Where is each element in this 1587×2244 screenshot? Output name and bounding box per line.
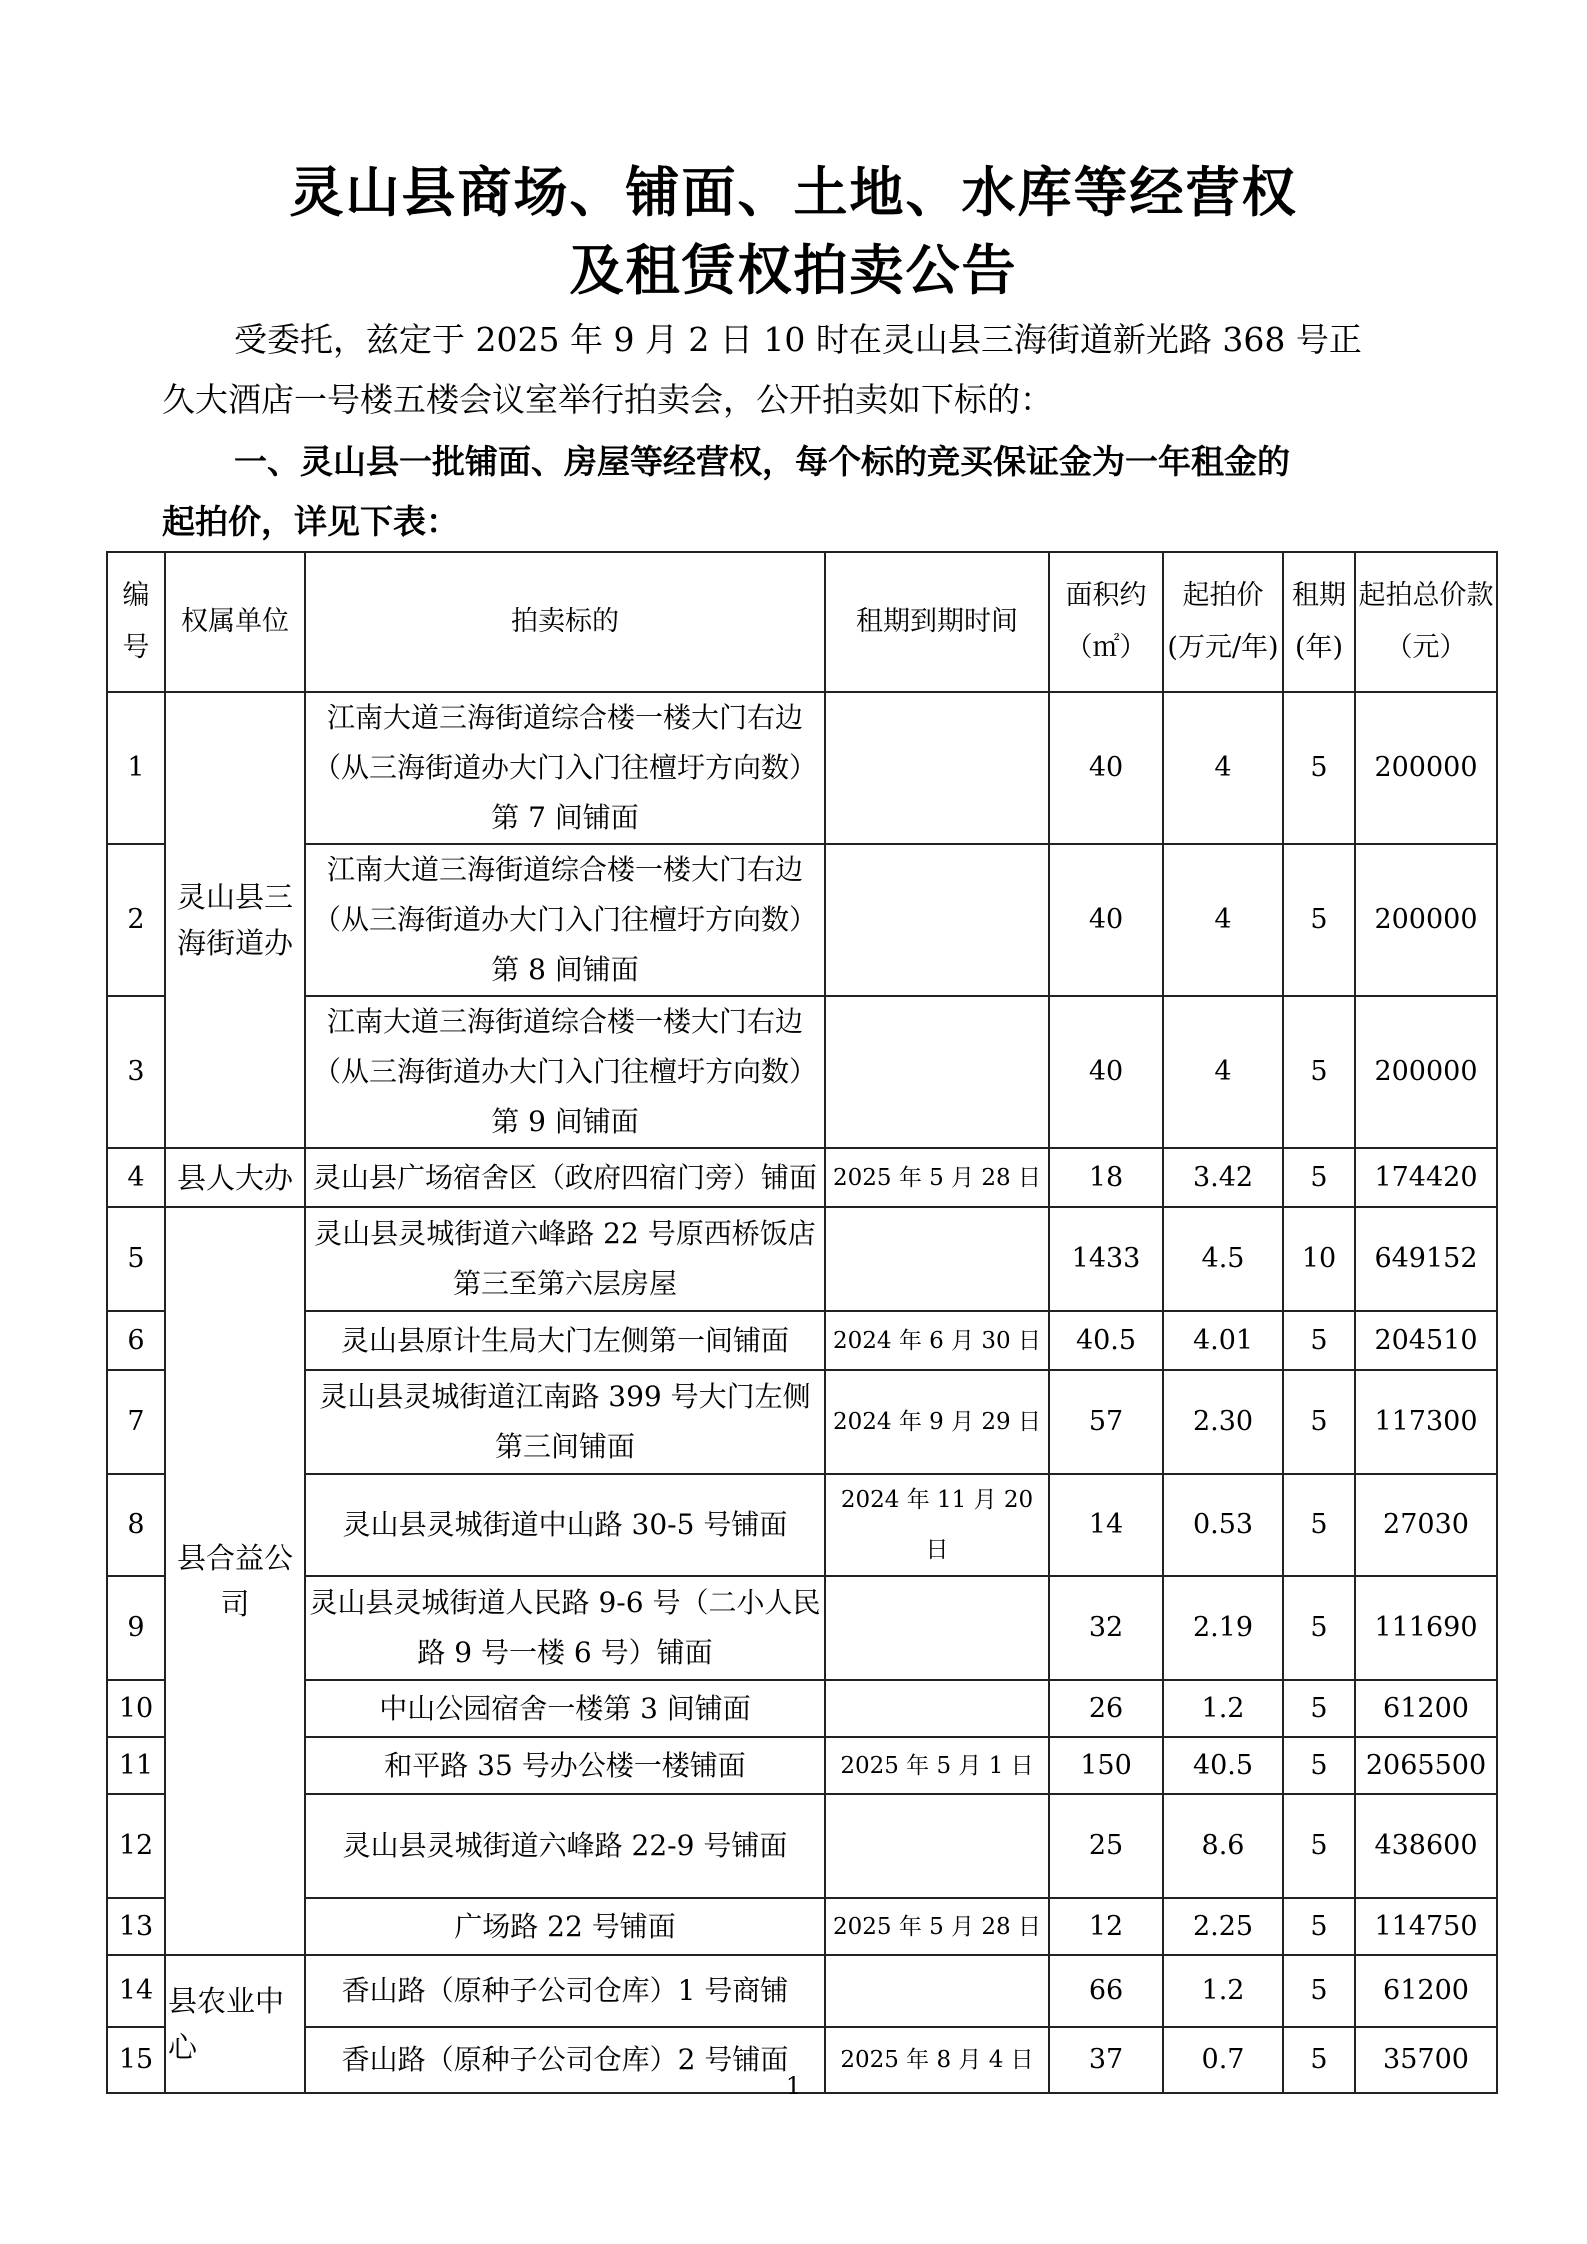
row-expiry: [825, 1794, 1049, 1898]
row-area: 40: [1049, 996, 1163, 1148]
row-index: 8: [107, 1474, 165, 1576]
row-index: 14: [107, 1955, 165, 2027]
table-row: [107, 1474, 1497, 1576]
row-index: 6: [107, 1311, 165, 1370]
row-index: 13: [107, 1898, 165, 1955]
table-row: [107, 1680, 1497, 1737]
row-price: 4: [1163, 692, 1283, 844]
row-price: 4.01: [1163, 1311, 1283, 1370]
row-expiry: [825, 692, 1049, 844]
row-expiry: 2025 年 5 月 28 日: [825, 1898, 1049, 1955]
row-subject: 灵山县灵城街道中山路 30-5 号铺面: [305, 1474, 825, 1576]
row-term: 5: [1283, 692, 1355, 844]
row-subject: 灵山县灵城街道六峰路 22 号原西桥饭店第三至第六层房屋: [305, 1207, 825, 1311]
row-term: 5: [1283, 1898, 1355, 1955]
row-area: 57: [1049, 1370, 1163, 1474]
header-subject: 拍卖标的: [305, 552, 825, 692]
row-total: 27030: [1355, 1474, 1497, 1576]
table-row: [107, 1576, 1497, 1680]
row-subject: 灵山县原计生局大门左侧第一间铺面: [305, 1311, 825, 1370]
row-price: 0.53: [1163, 1474, 1283, 1576]
row-term: 5: [1283, 1311, 1355, 1370]
header-expiry: 租期到期时间: [825, 552, 1049, 692]
row-term: 5: [1283, 1955, 1355, 2027]
section1-line2: 起拍价，详见下表：: [162, 502, 459, 541]
row-total: 200000: [1355, 996, 1497, 1148]
row-expiry: 2025 年 5 月 1 日: [825, 1737, 1049, 1794]
owner-cell: 灵山县三海街道办: [165, 692, 305, 1148]
row-term: 5: [1283, 1474, 1355, 1576]
row-total: 111690: [1355, 1576, 1497, 1680]
row-subject: 和平路 35 号办公楼一楼铺面: [305, 1737, 825, 1794]
row-term: 5: [1283, 1576, 1355, 1680]
row-total: 2065500: [1355, 1737, 1497, 1794]
row-term: 5: [1283, 996, 1355, 1148]
row-total: 200000: [1355, 844, 1497, 996]
row-subject: 灵山县灵城街道人民路 9-6 号（二小人民路 9 号一楼 6 号）铺面: [305, 1576, 825, 1680]
row-term: 5: [1283, 1148, 1355, 1207]
row-price: 4: [1163, 996, 1283, 1148]
row-index: 2: [107, 844, 165, 996]
owner-cell: 县人大办: [165, 1148, 305, 1207]
row-total: 200000: [1355, 692, 1497, 844]
row-total: 117300: [1355, 1370, 1497, 1474]
section1-heading: [162, 432, 1462, 552]
table-row: [107, 1148, 1497, 1207]
row-subject: 江南大道三海街道综合楼一楼大门右边（从三海街道办大门入门往檀圩方向数）第 9 间铺面: [305, 996, 825, 1148]
row-price: 4: [1163, 844, 1283, 996]
row-price: 8.6: [1163, 1794, 1283, 1898]
row-term: 5: [1283, 1370, 1355, 1474]
row-index: 9: [107, 1576, 165, 1680]
row-area: 12: [1049, 1898, 1163, 1955]
row-area: 32: [1049, 1576, 1163, 1680]
table-row: [107, 1898, 1497, 1955]
page-number: 1: [785, 2072, 802, 2100]
table-row: [107, 1207, 1497, 1311]
row-price: 40.5: [1163, 1737, 1283, 1794]
row-total: 61200: [1355, 1955, 1497, 2027]
row-area: 37: [1049, 2027, 1163, 2093]
row-index: 7: [107, 1370, 165, 1474]
table-row: [107, 1311, 1497, 1370]
table-row: [107, 1955, 1497, 2027]
row-area: 40: [1049, 692, 1163, 844]
row-price: 2.30: [1163, 1370, 1283, 1474]
row-index: 4: [107, 1148, 165, 1207]
table-row: [107, 844, 1497, 996]
row-expiry: [825, 996, 1049, 1148]
owner-cell: 县农业中心: [165, 1955, 305, 2093]
row-total: 438600: [1355, 1794, 1497, 1898]
table-row: [107, 1370, 1497, 1474]
row-area: 66: [1049, 1955, 1163, 2027]
row-total: 174420: [1355, 1148, 1497, 1207]
row-term: 5: [1283, 844, 1355, 996]
row-expiry: [825, 844, 1049, 996]
row-index: 15: [107, 2027, 165, 2093]
row-expiry: 2025 年 5 月 28 日: [825, 1148, 1049, 1207]
intro-paragraph: [162, 310, 1462, 430]
row-price: 2.25: [1163, 1898, 1283, 1955]
row-total: 649152: [1355, 1207, 1497, 1311]
header-index: 编号: [107, 552, 165, 692]
row-price: 2.19: [1163, 1576, 1283, 1680]
row-index: 3: [107, 996, 165, 1148]
row-total: 204510: [1355, 1311, 1497, 1370]
row-expiry: [825, 1576, 1049, 1680]
row-term: 5: [1283, 1680, 1355, 1737]
row-price: 4.5: [1163, 1207, 1283, 1311]
row-index: 10: [107, 1680, 165, 1737]
row-area: 1433: [1049, 1207, 1163, 1311]
row-total: 114750: [1355, 1898, 1497, 1955]
row-subject: 江南大道三海街道综合楼一楼大门右边（从三海街道办大门入门往檀圩方向数）第 7 间铺面: [305, 692, 825, 844]
row-area: 25: [1049, 1794, 1163, 1898]
row-expiry: 2025 年 8 月 4 日: [825, 2027, 1049, 2093]
row-subject: 广场路 22 号铺面: [305, 1898, 825, 1955]
row-area: 40.5: [1049, 1311, 1163, 1370]
row-area: 150: [1049, 1737, 1163, 1794]
row-price: 1.2: [1163, 1955, 1283, 2027]
document-title-line1: 灵山县商场、铺面、土地、水库等经营权: [289, 161, 1298, 224]
auction-table: [106, 551, 1498, 2094]
row-subject: 中山公园宿舍一楼第 3 间铺面: [305, 1680, 825, 1737]
row-subject: 灵山县广场宿舍区（政府四宿门旁）铺面: [305, 1148, 825, 1207]
row-price: 1.2: [1163, 1680, 1283, 1737]
row-index: 1: [107, 692, 165, 844]
row-expiry: [825, 1207, 1049, 1311]
row-total: 35700: [1355, 2027, 1497, 2093]
row-price: 3.42: [1163, 1148, 1283, 1207]
table-row: [107, 1794, 1497, 1898]
row-area: 40: [1049, 844, 1163, 996]
row-term: 5: [1283, 1794, 1355, 1898]
header-price: 起拍价(万元/年): [1163, 552, 1283, 692]
header-area: 面积约（㎡）: [1049, 552, 1163, 692]
row-index: 12: [107, 1794, 165, 1898]
row-subject: 香山路（原种子公司仓库）2 号铺面: [305, 2027, 825, 2093]
header-term: 租期(年): [1283, 552, 1355, 692]
document-title-line2: 及租赁权拍卖公告: [569, 239, 1018, 302]
owner-cell: 县合益公司: [165, 1207, 305, 1955]
row-area: 14: [1049, 1474, 1163, 1576]
intro-line2: 久大酒店一号楼五楼会议室举行拍卖会，公开拍卖如下标的：: [162, 380, 1053, 419]
row-price: 0.7: [1163, 2027, 1283, 2093]
section1-line1: 一、灵山县一批铺面、房屋等经营权，每个标的竞买保证金为一年租金的: [234, 442, 1290, 481]
row-term: 5: [1283, 2027, 1355, 2093]
row-index: 5: [107, 1207, 165, 1311]
row-total: 61200: [1355, 1680, 1497, 1737]
header-owner: 权属单位: [165, 552, 305, 692]
row-subject: 江南大道三海街道综合楼一楼大门右边（从三海街道办大门入门往檀圩方向数）第 8 间铺面: [305, 844, 825, 996]
table-row: [107, 692, 1497, 844]
table-row: [107, 996, 1497, 1148]
row-expiry: [825, 1955, 1049, 2027]
row-index: 11: [107, 1737, 165, 1794]
row-subject: 灵山县灵城街道江南路 399 号大门左侧第三间铺面: [305, 1370, 825, 1474]
header-total: 起拍总价款（元）: [1355, 552, 1497, 692]
row-term: 5: [1283, 1737, 1355, 1794]
row-subject: 香山路（原种子公司仓库）1 号商铺: [305, 1955, 825, 2027]
row-area: 18: [1049, 1148, 1163, 1207]
row-expiry: 2024 年 11 月 20 日: [825, 1474, 1049, 1576]
intro-line1: 受委托，兹定于 2025 年 9 月 2 日 10 时在灵山县三海街道新光路 368 号正: [234, 320, 1362, 359]
table-row: [107, 1737, 1497, 1794]
row-expiry: 2024 年 9 月 29 日: [825, 1370, 1049, 1474]
table-header-row: [107, 552, 1497, 692]
row-term: 10: [1283, 1207, 1355, 1311]
row-expiry: [825, 1680, 1049, 1737]
row-subject: 灵山县灵城街道六峰路 22-9 号铺面: [305, 1794, 825, 1898]
row-area: 26: [1049, 1680, 1163, 1737]
row-expiry: 2024 年 6 月 30 日: [825, 1311, 1049, 1370]
